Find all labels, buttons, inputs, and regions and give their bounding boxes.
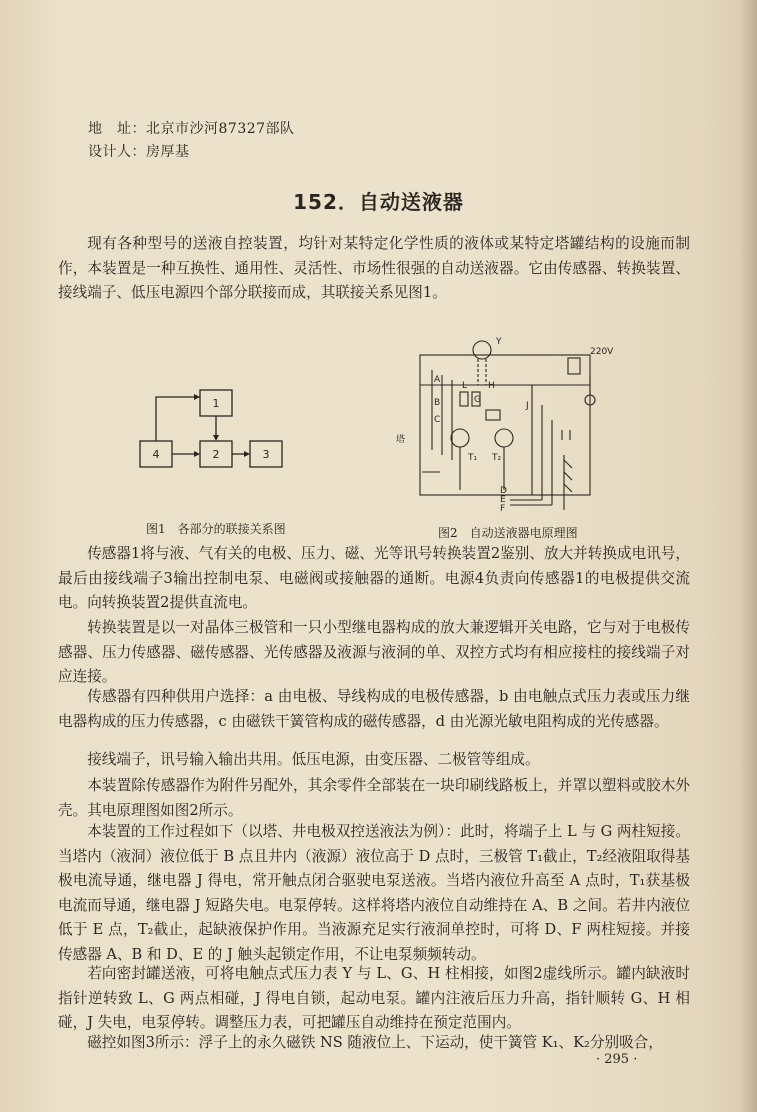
block-2-label: 2 [212,448,220,461]
designer-line: 设计人：房厚基 [88,144,190,160]
label-E: E [500,495,506,505]
paragraph-sensor-overview: 传感器1将与液、气有关的电极、压力、磁、光等讯号转换装置2鉴别、放大并转换成电讯号，最后由接线端子3输出控制电泵、电磁阀或接触器的通断。电源4负责向传感器1的电极提供交流电。向转换装置2提供直流电。 [58,545,690,612]
label-B: B [434,398,441,408]
figure2-caption: 图2 自动送液器电原理图 [438,526,578,540]
transistor-T1 [451,429,469,447]
paragraph-terminals: 接线端子，讯号输入输出共用。低压电源，由变压器、二极管等组成。 [87,751,540,768]
transistor-T2 [495,429,513,447]
label-T1: T₁ [468,453,478,463]
label-D: D [500,486,507,496]
figure2-circuit-diagram [392,330,614,515]
page-number: · 295 · [596,1052,638,1067]
page-binding-shadow [739,0,757,1112]
paragraph-operation: 本装置的工作过程如下（以塔、井电极双控送液法为例）：此时，将端子上 L 与 G 两柱短接。当塔内（液洞）液位低于 B 点且井内（液源）液位高于 D 点时，三极管 T₁截止，T₂经液阻取得基极电流导通，继电器 J 得电，常开触点闭合驱驶电泵送液。当塔内液位升高至 A 点时，T₁获基极电流而导通，继电器 J 短路失电。电泵停转。这样将塔内液位自动维持在 A、B 之间。若井内液位低于 E 点，T₂截止，起缺液保护作用。当液源充足实行液洞单控时，可将 D、F 两柱短接。并接传感器 A、B 和 D、E 的 J 触头起锁定作用，不让电泵频频转动。 [58,823,690,963]
transformer [568,358,580,374]
paragraph-converter: 转换装置是以一对晶体三极管和一只小型继电器构成的放大兼逻辑开关电路，它与对于电极传感器、压力传感器、磁传感器、光传感器及液源与液洞的单、双控方式均有相应接柱的接线端子对应连接。 [58,619,690,686]
block-4-label: 4 [152,448,160,461]
block-1-label: 1 [212,397,220,410]
paragraph-sensor-types: 传感器有四种供用户选择：a 由电极、导线构成的电极传感器，b 由电触点式压力表或压力继电器构成的压力传感器，c 由磁铁干簧管构成的磁传感器，d 由光源光敏电阻构成的光传感器。 [58,688,690,730]
connector-4-1 [156,397,200,441]
article-title: 152．自动送液器 [293,190,464,214]
label-C: C [434,415,441,425]
label-G: G [474,395,481,405]
paragraph-sealed-tank: 若向密封罐送液，可将电触点式压力表 Y 与 L、G、H 柱相接，如图2虚线所示。罐内缺液时指针逆转致 L、G 两点相碰，J 得电自锁，起动电泵。罐内注液后压力升高，指针顺转 G、H 相碰，J 失电，电泵停转。调整压力表，可把罐压自动维持在预定范围内。 [58,965,690,1032]
label-J: J [526,401,529,411]
label-220V: 220V [590,347,614,357]
label-F: F [500,504,506,514]
label-tower: 塔 [396,435,406,445]
block-3-label: 3 [262,448,270,461]
paragraph-magnetic: 磁控如图3所示：浮子上的永久磁铁 NS 随液位上、下运动，使干簧管 K₁、K₂分别吸合， [87,1034,663,1051]
relay-J-coil [486,410,500,420]
label-Y: Y [496,337,502,347]
label-H: H [488,381,495,391]
label-L: L [462,381,468,391]
paragraph-housing: 本装置除传感器作为附件另配外，其余零件全部装在一块印刷线路板上，并罩以塑料或胶木外壳。其电原理图如图2所示。 [58,777,690,819]
figure1-caption: 图1 各部分的联接关系图 [146,522,286,536]
address-line: 地 址：北京市沙河87327部队 [88,121,295,137]
figure1-block-diagram [120,375,320,485]
label-A: A [434,375,441,385]
paragraph-intro: 现有各种型号的送液自控装置，均针对某特定化学性质的液体或某特定塔罐结构的设施而制作，本装置是一种互换性、通用性、灵活性、市场性很强的自动送液器。它由传感器、转换装置、接线端子、低压电源四个部分联接而成，其联接关系见图1。 [58,235,690,302]
pressure-gauge-Y [473,341,491,359]
label-T2: T₂ [492,453,502,463]
